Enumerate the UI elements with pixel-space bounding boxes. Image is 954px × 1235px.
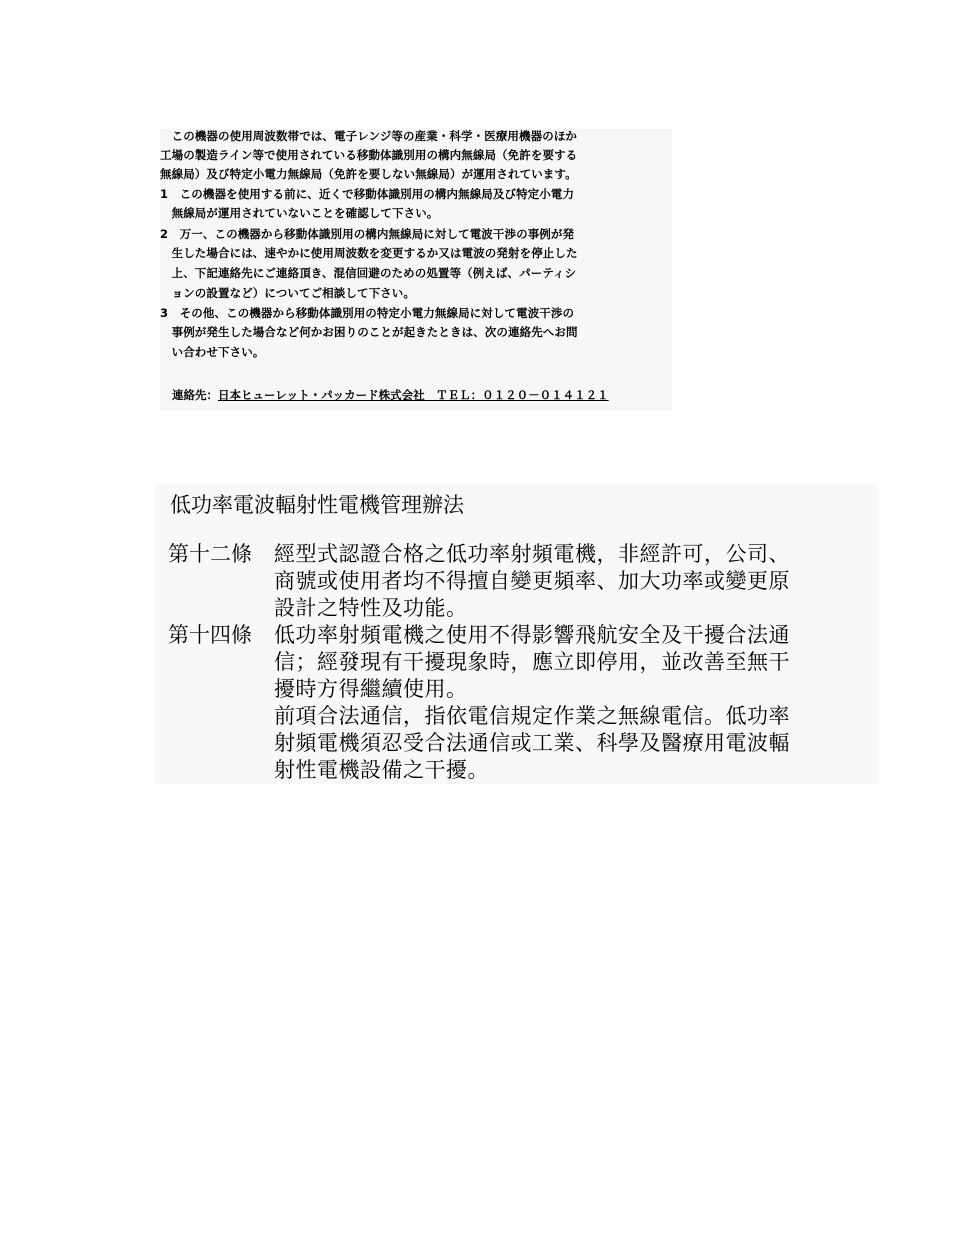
jp-contact-line [172, 388, 609, 402]
jp-notice-line: 無線局が運用されていないことを確認して下さい。 [160, 206, 439, 220]
article-line: 設計之特性及功能。 [274, 596, 468, 620]
article-label: 第十四條 [168, 623, 252, 647]
article-label: 第十二條 [168, 542, 252, 566]
article-line: 低功率射頻電機之使用不得影響飛航安全及干擾合法通 [274, 623, 790, 647]
article-text [274, 622, 790, 784]
jp-contact-label: 連絡先： [172, 388, 218, 402]
article-line: 前項合法通信，指依電信規定作業之無線電信。低功率 [274, 704, 790, 728]
article-line: 商號或使用者均不得擅自變更頻率、加大功率或變更原 [274, 569, 790, 593]
jp-notice-line: い合わせ下さい。 [160, 345, 265, 359]
article-line: 信；經發現有干擾現象時，應立即停用，並改善至無干 [274, 650, 790, 674]
taiwan-regulation-block [155, 484, 878, 784]
article-line: 射性電機設備之干擾。 [274, 758, 489, 782]
jp-notice-line: 事例が発生した場合など何かお困りのことが起きたときは、次の連絡先へお問 [160, 325, 578, 339]
jp-notice-line: 1 この機器を使用する前に、近くで移動体識別用の構内無線局及び特定小電力 [160, 187, 575, 201]
jp-notice-line: 3 その他、この機器から移動体識別用の特定小電力無線局に対して電波干渉の [160, 306, 575, 320]
jp-notice-line: 上、下記連絡先にご連絡頂き、混信回避のための処置等（例えば、パーティシ [160, 266, 577, 280]
article-text [274, 541, 790, 622]
jp-notice-line: 工場の製造ライン等で使用されている移動体識別用の構内無線局（免許を要する [160, 148, 578, 162]
japanese-notice-block [160, 129, 672, 411]
regulation-title: 低功率電波輻射性電機管理辦法 [170, 493, 464, 517]
jp-contact-info: 日本ヒューレット・パッカード株式会社 ＴＥＬ：０１２０－０１４１２１ [218, 388, 609, 402]
jp-notice-line: 2 万一、この機器から移動体識別用の構内無線局に対して電波干渉の事例が発 [160, 227, 575, 241]
article-line: 擾時方得繼續使用。 [274, 677, 468, 701]
article-line: 經型式認證合格之低功率射頻電機，非經許可，公司、 [274, 542, 790, 566]
jp-notice-line: 生した場合には、速やかに使用周波数を変更するか又は電波の発射を停止した [160, 246, 578, 260]
jp-notice-line: 無線局）及び特定小電力無線局（免許を要しない無線局）が運用されています。 [160, 167, 577, 181]
jp-notice-line: この機器の使用周波数帯では、電子レンジ等の産業・科学・医療用機器のほか [160, 129, 578, 143]
article-line: 射頻電機須忍受合法通信或工業、科學及醫療用電波輻 [274, 731, 790, 755]
jp-notice-line: ョンの設置など）についてご相談して下さい。 [160, 286, 415, 300]
